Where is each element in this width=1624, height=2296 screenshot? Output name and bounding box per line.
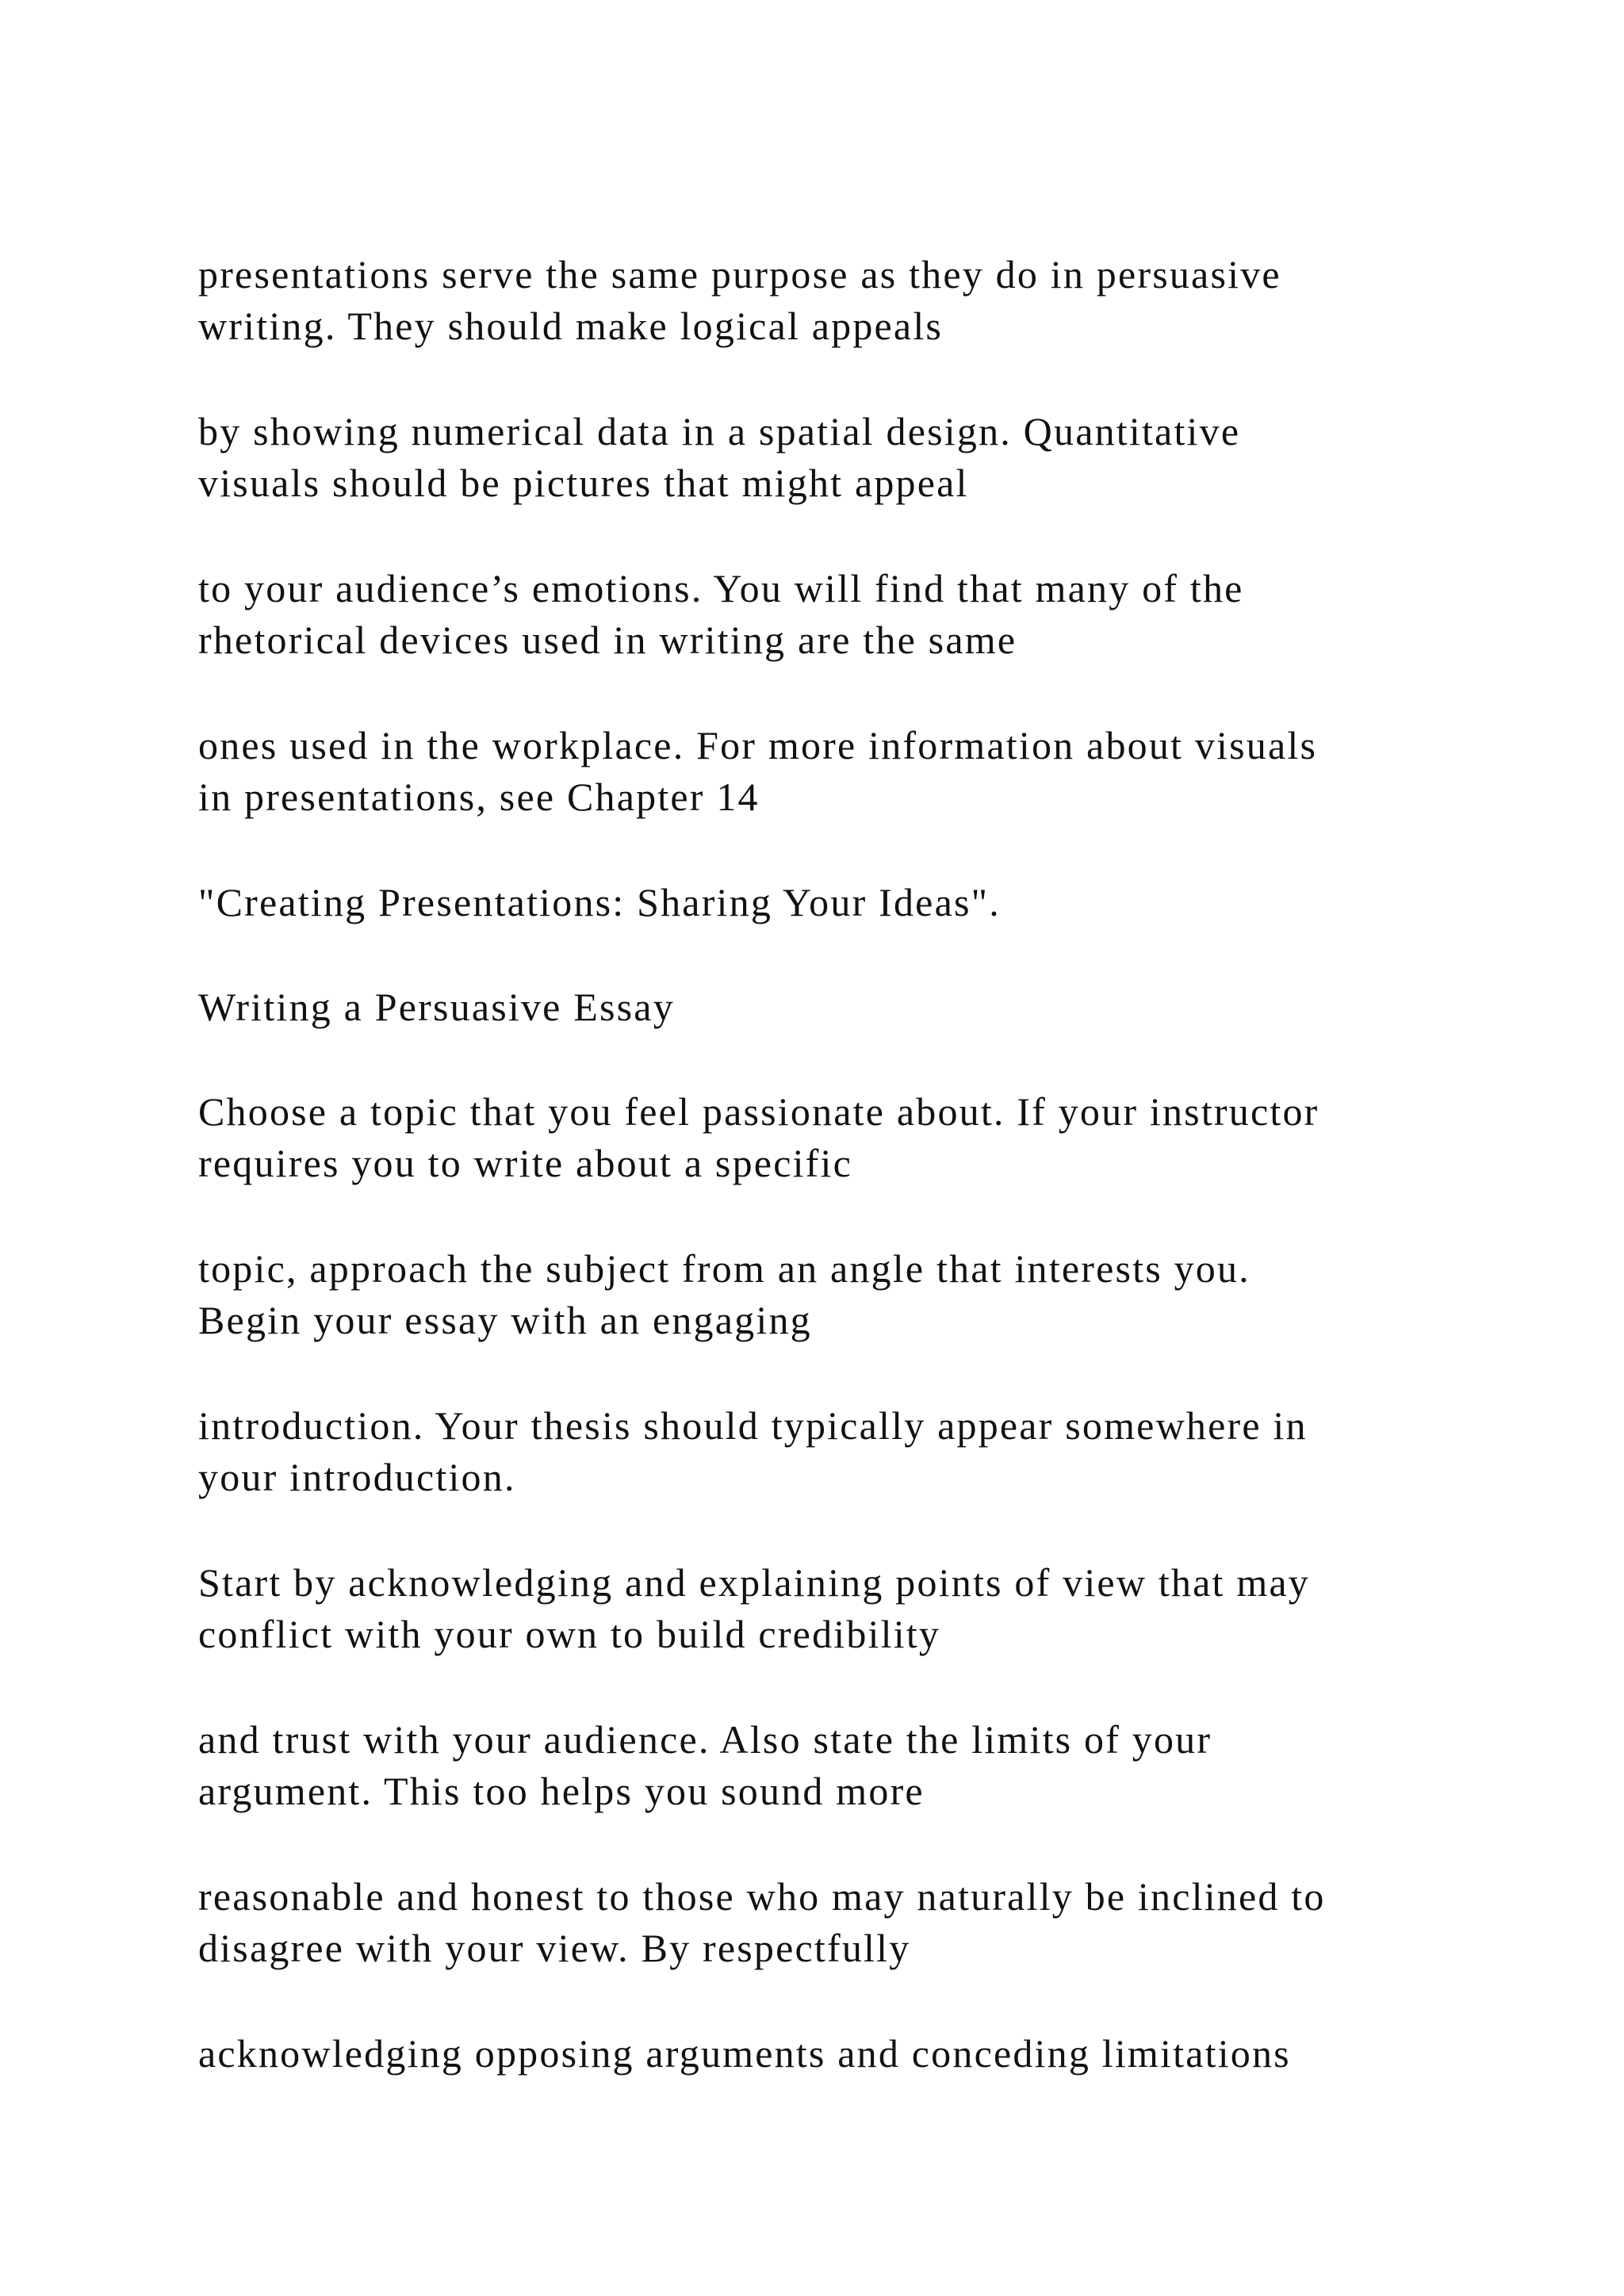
text-line: introduction. Your thesis should typically appear somewhere in [198,1403,1308,1448]
text-line: argument. This too helps you sound more [198,1769,925,1813]
text-line: by showing numerical data in a spatial design. Quantitative [198,409,1241,453]
text-line: Choose a topic that you feel passionate about. If your instructor [198,1089,1320,1134]
text-line: to your audience’s emotions. You will find that many of the [198,566,1244,610]
text-line: Begin your essay with an engaging [198,1298,812,1342]
text-line: acknowledging opposing arguments and conceding limitations [198,2031,1291,2076]
text-line: requires you to write about a specific [198,1141,853,1185]
text-line: topic, approach the subject from an angle that interests you. [198,1246,1251,1291]
section-heading: Writing a Persuasive Essay [198,985,675,1029]
text-line: "Creating Presentations: Sharing Your Ideas". [198,880,1001,924]
text-line: your introduction. [198,1455,516,1499]
text-line: conflict with your own to build credibility [198,1612,941,1656]
text-line: and trust with your audience. Also state the limits of your [198,1717,1212,1762]
text-line: Start by acknowledging and explaining points of view that may [198,1560,1310,1605]
text-line: disagree with your view. By respectfully [198,1926,911,1970]
text-line: presentations serve the same purpose as they do in persuasive [198,252,1281,297]
text-line: writing. They should make logical appeals [198,304,944,348]
text-line: ones used in the workplace. For more information about visuals [198,723,1318,767]
text-line: rhetorical devices used in writing are the same [198,618,1017,662]
text-line: reasonable and honest to those who may naturally be inclined to [198,1874,1326,1919]
text-line: visuals should be pictures that might appeal [198,461,969,505]
text-line: in presentations, see Chapter 14 [198,775,760,819]
